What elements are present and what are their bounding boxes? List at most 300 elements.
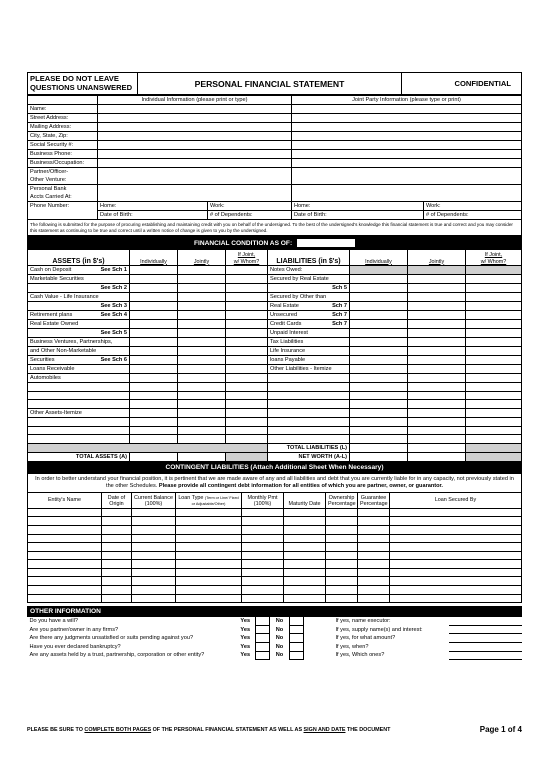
followup-field[interactable] bbox=[449, 651, 522, 660]
asset-whom-field[interactable] bbox=[226, 293, 268, 302]
ownership-field[interactable] bbox=[326, 594, 358, 603]
maturity-date-field[interactable] bbox=[284, 508, 326, 517]
asset-individual-field[interactable] bbox=[130, 329, 178, 338]
asset-individual-field[interactable] bbox=[130, 426, 178, 435]
asset-whom-field[interactable] bbox=[226, 347, 268, 356]
contingent-row bbox=[28, 594, 522, 603]
yes-checkbox[interactable] bbox=[256, 634, 270, 643]
liability-joint-field[interactable] bbox=[408, 408, 466, 417]
contingent-row bbox=[28, 534, 522, 543]
guarantee-field[interactable] bbox=[358, 551, 390, 560]
total-liabilities-individual-field[interactable] bbox=[350, 443, 408, 452]
ownership-field[interactable] bbox=[326, 508, 358, 517]
maturity-date-field[interactable] bbox=[284, 568, 326, 577]
date-origin-field[interactable] bbox=[102, 551, 132, 560]
asset-individual-field[interactable] bbox=[130, 374, 178, 383]
asset-joint-field[interactable] bbox=[178, 400, 226, 409]
asset-joint-field[interactable] bbox=[178, 417, 226, 426]
followup-field[interactable] bbox=[449, 634, 522, 643]
ownership-field[interactable] bbox=[326, 525, 358, 534]
asset-individual-field[interactable] bbox=[130, 408, 178, 417]
personal-info-table bbox=[27, 95, 522, 220]
contingent-row bbox=[28, 551, 522, 560]
individual-name-field[interactable] bbox=[98, 104, 292, 113]
individual-venture-field[interactable] bbox=[98, 167, 292, 184]
date-origin-field[interactable] bbox=[102, 594, 132, 603]
asset-whom-field[interactable] bbox=[226, 266, 268, 275]
entity-name-field[interactable] bbox=[28, 594, 102, 603]
page-number: Page 1 of 4 bbox=[479, 725, 522, 734]
asset-individual-field[interactable] bbox=[130, 347, 178, 356]
liability-joint-field[interactable] bbox=[408, 266, 466, 275]
guarantee-field[interactable] bbox=[358, 525, 390, 534]
secured-by-field[interactable] bbox=[390, 586, 522, 595]
liability-joint-field[interactable] bbox=[408, 284, 466, 293]
asset-whom-field[interactable] bbox=[226, 356, 268, 365]
liability-label: Real Estate Sch 7 bbox=[268, 302, 350, 311]
guarantee-field[interactable] bbox=[358, 586, 390, 595]
individual-home-phone-field[interactable]: Home: bbox=[98, 201, 208, 210]
asset-joint-field[interactable] bbox=[178, 320, 226, 329]
entity-name-field[interactable] bbox=[28, 551, 102, 560]
liability-joint-field[interactable] bbox=[408, 356, 466, 365]
guarantee-field[interactable] bbox=[358, 543, 390, 552]
entity-name-field[interactable] bbox=[28, 508, 102, 517]
liability-individual-field[interactable] bbox=[350, 426, 408, 435]
loan-type-field[interactable] bbox=[176, 560, 242, 569]
entity-name-field[interactable] bbox=[28, 543, 102, 552]
liability-individual-field[interactable] bbox=[350, 347, 408, 356]
liability-individual-field[interactable] bbox=[350, 320, 408, 329]
guarantee-field[interactable] bbox=[358, 534, 390, 543]
financial-row bbox=[28, 356, 522, 365]
maturity-date-field[interactable] bbox=[284, 577, 326, 586]
liability-joint-field[interactable] bbox=[408, 311, 466, 320]
asset-joint-field[interactable] bbox=[178, 302, 226, 311]
asset-whom-field[interactable] bbox=[226, 435, 268, 444]
liability-whom-field[interactable] bbox=[466, 320, 522, 329]
maturity-date-field[interactable] bbox=[284, 517, 326, 526]
date-origin-field[interactable] bbox=[102, 525, 132, 534]
entity-name-field[interactable] bbox=[28, 525, 102, 534]
col-guarantee: Guarantee Percentage bbox=[358, 492, 390, 508]
liability-joint-field[interactable] bbox=[408, 400, 466, 409]
secured-by-field[interactable] bbox=[390, 534, 522, 543]
asset-joint-field[interactable] bbox=[178, 391, 226, 400]
col-monthly-payment: Monthly Pmt (100%) bbox=[242, 492, 284, 508]
guarantee-field[interactable] bbox=[358, 594, 390, 603]
liability-whom-field[interactable] bbox=[466, 400, 522, 409]
current-balance-field[interactable] bbox=[132, 543, 176, 552]
individual-ssn-field[interactable] bbox=[98, 140, 292, 149]
maturity-date-field[interactable] bbox=[284, 586, 326, 595]
liability-individual-field[interactable] bbox=[350, 266, 408, 275]
guarantee-field[interactable] bbox=[358, 508, 390, 517]
current-balance-field[interactable] bbox=[132, 534, 176, 543]
monthly-payment-field[interactable] bbox=[242, 543, 284, 552]
current-balance-field[interactable] bbox=[132, 586, 176, 595]
maturity-date-field[interactable] bbox=[284, 551, 326, 560]
liability-individual-field[interactable] bbox=[350, 338, 408, 347]
ownership-field[interactable] bbox=[326, 517, 358, 526]
liability-joint-field[interactable] bbox=[408, 293, 466, 302]
ownership-field[interactable] bbox=[326, 577, 358, 586]
joint-info-header: Joint Party Information (please type or print) bbox=[292, 95, 522, 104]
liability-whom-field[interactable] bbox=[466, 266, 522, 275]
individual-info-header: Individual Information (please print or type) bbox=[98, 95, 292, 104]
asset-label bbox=[28, 391, 130, 400]
asset-joint-field[interactable] bbox=[178, 329, 226, 338]
joint-ssn-field[interactable] bbox=[292, 140, 522, 149]
financial-condition-date-field[interactable] bbox=[297, 239, 355, 247]
asset-individual-field[interactable] bbox=[130, 266, 178, 275]
entity-name-field[interactable] bbox=[28, 560, 102, 569]
info-label: Partner/Officer- bbox=[28, 167, 98, 176]
asset-joint-field[interactable] bbox=[178, 293, 226, 302]
asset-joint-field[interactable] bbox=[178, 365, 226, 374]
asset-label bbox=[28, 435, 130, 444]
no-label: No bbox=[275, 643, 284, 650]
secured-by-field[interactable] bbox=[390, 525, 522, 534]
asset-whom-field[interactable] bbox=[226, 365, 268, 374]
asset-joint-field[interactable] bbox=[178, 311, 226, 320]
joint-city-field[interactable] bbox=[292, 131, 522, 140]
individual-occupation-field[interactable] bbox=[98, 158, 292, 167]
asset-whom-field[interactable] bbox=[226, 391, 268, 400]
yes-checkbox[interactable] bbox=[256, 651, 270, 660]
joint-bank-field[interactable] bbox=[292, 184, 522, 201]
yes-label: Yes bbox=[240, 626, 251, 633]
liability-whom-field[interactable] bbox=[466, 275, 522, 284]
date-origin-field[interactable] bbox=[102, 517, 132, 526]
current-balance-field[interactable] bbox=[132, 577, 176, 586]
asset-individual-field[interactable] bbox=[130, 391, 178, 400]
secured-by-field[interactable] bbox=[390, 594, 522, 603]
monthly-payment-field[interactable] bbox=[242, 525, 284, 534]
liability-whom-field[interactable] bbox=[466, 408, 522, 417]
monthly-payment-field[interactable] bbox=[242, 568, 284, 577]
total-assets-joint-field[interactable] bbox=[178, 452, 226, 461]
liability-whom-field[interactable] bbox=[466, 417, 522, 426]
asset-whom-field[interactable] bbox=[226, 311, 268, 320]
joint-business-phone-field[interactable] bbox=[292, 149, 522, 158]
liability-whom-field[interactable] bbox=[466, 435, 522, 444]
asset-individual-field[interactable] bbox=[130, 356, 178, 365]
monthly-payment-field[interactable] bbox=[242, 594, 284, 603]
liability-individual-field[interactable] bbox=[350, 374, 408, 383]
liability-joint-field[interactable] bbox=[408, 365, 466, 374]
current-balance-field[interactable] bbox=[132, 568, 176, 577]
secured-by-field[interactable] bbox=[390, 517, 522, 526]
no-checkbox[interactable] bbox=[290, 625, 304, 634]
current-balance-field[interactable] bbox=[132, 508, 176, 517]
monthly-payment-field[interactable] bbox=[242, 534, 284, 543]
liab-individually-header: Individually bbox=[350, 250, 408, 266]
entity-name-field[interactable] bbox=[28, 568, 102, 577]
date-origin-field[interactable] bbox=[102, 508, 132, 517]
liability-individual-field[interactable] bbox=[350, 275, 408, 284]
liability-whom-field[interactable] bbox=[466, 329, 522, 338]
followup-field[interactable] bbox=[449, 643, 522, 652]
loan-type-field[interactable] bbox=[176, 508, 242, 517]
asset-joint-field[interactable] bbox=[178, 383, 226, 392]
guarantee-field[interactable] bbox=[358, 517, 390, 526]
no-checkbox[interactable] bbox=[290, 643, 304, 652]
liability-whom-field[interactable] bbox=[466, 365, 522, 374]
asset-joint-field[interactable] bbox=[178, 284, 226, 293]
secured-by-field[interactable] bbox=[390, 560, 522, 569]
liability-whom-field[interactable] bbox=[466, 284, 522, 293]
monthly-payment-field[interactable] bbox=[242, 508, 284, 517]
liability-individual-field[interactable] bbox=[350, 391, 408, 400]
loan-type-field[interactable] bbox=[176, 525, 242, 534]
followup-field[interactable] bbox=[449, 625, 522, 634]
total-liabilities-joint-field[interactable] bbox=[408, 443, 466, 452]
loan-type-field[interactable] bbox=[176, 551, 242, 560]
monthly-payment-field[interactable] bbox=[242, 551, 284, 560]
current-balance-field[interactable] bbox=[132, 517, 176, 526]
no-checkbox[interactable] bbox=[290, 651, 304, 660]
contingent-row bbox=[28, 517, 522, 526]
current-balance-field[interactable] bbox=[132, 560, 176, 569]
liability-joint-field[interactable] bbox=[408, 329, 466, 338]
yes-checkbox[interactable] bbox=[256, 617, 270, 626]
liability-joint-field[interactable] bbox=[408, 302, 466, 311]
asset-whom-field[interactable] bbox=[226, 426, 268, 435]
question-row bbox=[28, 634, 522, 643]
question-text: Are you partner/owner in any firms? bbox=[29, 626, 119, 633]
loan-type-field[interactable] bbox=[176, 577, 242, 586]
liability-individual-field[interactable] bbox=[350, 329, 408, 338]
joint-mailing-field[interactable] bbox=[292, 122, 522, 131]
asset-joint-field[interactable] bbox=[178, 266, 226, 275]
entity-name-field[interactable] bbox=[28, 586, 102, 595]
date-origin-field[interactable] bbox=[102, 560, 132, 569]
liability-individual-field[interactable] bbox=[350, 311, 408, 320]
date-origin-field[interactable] bbox=[102, 534, 132, 543]
date-origin-field[interactable] bbox=[102, 586, 132, 595]
loan-type-field[interactable] bbox=[176, 543, 242, 552]
maturity-date-field[interactable] bbox=[284, 543, 326, 552]
asset-whom-field[interactable] bbox=[226, 275, 268, 284]
financial-row bbox=[28, 266, 522, 275]
individual-mailing-field[interactable] bbox=[98, 122, 292, 131]
joint-dob-field[interactable]: Date of Birth: bbox=[292, 210, 424, 219]
asset-individual-field[interactable] bbox=[130, 383, 178, 392]
asset-individual-field[interactable] bbox=[130, 417, 178, 426]
contingent-row bbox=[28, 568, 522, 577]
joint-work-phone-field[interactable]: Work: bbox=[424, 201, 522, 210]
loan-type-field[interactable] bbox=[176, 534, 242, 543]
net-worth-joint-field[interactable] bbox=[408, 452, 466, 461]
asset-individual-field[interactable] bbox=[130, 275, 178, 284]
liability-whom-field[interactable] bbox=[466, 338, 522, 347]
asset-individual-field[interactable] bbox=[130, 338, 178, 347]
asset-whom-field[interactable] bbox=[226, 302, 268, 311]
liability-individual-field[interactable] bbox=[350, 293, 408, 302]
ownership-field[interactable] bbox=[326, 568, 358, 577]
liability-joint-field[interactable] bbox=[408, 374, 466, 383]
asset-individual-field[interactable] bbox=[130, 435, 178, 444]
secured-by-field[interactable] bbox=[390, 508, 522, 517]
ownership-field[interactable] bbox=[326, 551, 358, 560]
question-text: Have you ever declared bankruptcy? bbox=[29, 643, 121, 650]
secured-by-field[interactable] bbox=[390, 551, 522, 560]
liability-whom-field[interactable] bbox=[466, 311, 522, 320]
total-assets-individual-field[interactable] bbox=[130, 452, 178, 461]
asset-joint-field[interactable] bbox=[178, 347, 226, 356]
date-origin-field[interactable] bbox=[102, 577, 132, 586]
liability-whom-field[interactable] bbox=[466, 356, 522, 365]
yes-checkbox[interactable] bbox=[256, 643, 270, 652]
asset-label: Securities See Sch 6 bbox=[28, 356, 130, 365]
joint-dependents-field[interactable]: # of Dependents: bbox=[424, 210, 522, 219]
monthly-payment-field[interactable] bbox=[242, 586, 284, 595]
liability-whom-field[interactable] bbox=[466, 391, 522, 400]
no-checkbox[interactable] bbox=[290, 634, 304, 643]
yes-checkbox[interactable] bbox=[256, 625, 270, 634]
contingent-title-table bbox=[27, 462, 522, 474]
ownership-field[interactable] bbox=[326, 543, 358, 552]
liability-whom-field[interactable] bbox=[466, 374, 522, 383]
loan-type-field[interactable] bbox=[176, 586, 242, 595]
individual-street-field[interactable] bbox=[98, 113, 292, 122]
liability-label bbox=[268, 374, 350, 383]
asset-joint-field[interactable] bbox=[178, 408, 226, 417]
liability-whom-field[interactable] bbox=[466, 293, 522, 302]
liability-joint-field[interactable] bbox=[408, 320, 466, 329]
asset-whom-field[interactable] bbox=[226, 374, 268, 383]
liability-joint-field[interactable] bbox=[408, 435, 466, 444]
asset-label: Real Estate Owned bbox=[28, 320, 130, 329]
followup-field[interactable] bbox=[449, 617, 522, 626]
current-balance-field[interactable] bbox=[132, 594, 176, 603]
liability-individual-field[interactable] bbox=[350, 400, 408, 409]
asset-joint-field[interactable] bbox=[178, 426, 226, 435]
loan-type-field[interactable] bbox=[176, 594, 242, 603]
liability-whom-field[interactable] bbox=[466, 347, 522, 356]
loan-type-field[interactable] bbox=[176, 568, 242, 577]
liability-whom-field[interactable] bbox=[466, 383, 522, 392]
liability-individual-field[interactable] bbox=[350, 365, 408, 374]
asset-individual-field[interactable] bbox=[130, 311, 178, 320]
asset-individual-field[interactable] bbox=[130, 302, 178, 311]
maturity-date-field[interactable] bbox=[284, 594, 326, 603]
secured-by-field[interactable] bbox=[390, 577, 522, 586]
secured-by-field[interactable] bbox=[390, 543, 522, 552]
liability-joint-field[interactable] bbox=[408, 391, 466, 400]
entity-name-field[interactable] bbox=[28, 577, 102, 586]
individual-dependents-field[interactable]: # of Dependents: bbox=[208, 210, 292, 219]
monthly-payment-field[interactable] bbox=[242, 577, 284, 586]
asset-individual-field[interactable] bbox=[130, 293, 178, 302]
maturity-date-field[interactable] bbox=[284, 525, 326, 534]
liability-joint-field[interactable] bbox=[408, 275, 466, 284]
asset-whom-field[interactable] bbox=[226, 284, 268, 293]
no-checkbox[interactable] bbox=[290, 617, 304, 626]
asset-joint-field[interactable] bbox=[178, 356, 226, 365]
joint-street-field[interactable] bbox=[292, 113, 522, 122]
asset-individual-field[interactable] bbox=[130, 320, 178, 329]
guarantee-field[interactable] bbox=[358, 577, 390, 586]
liability-joint-field[interactable] bbox=[408, 383, 466, 392]
question-row bbox=[28, 617, 522, 626]
maturity-date-field[interactable] bbox=[284, 560, 326, 569]
asset-individual-field[interactable] bbox=[130, 400, 178, 409]
liability-individual-field[interactable] bbox=[350, 383, 408, 392]
asset-label: See Sch 3 bbox=[28, 302, 130, 311]
joint-venture-field[interactable] bbox=[292, 167, 522, 184]
date-origin-field[interactable] bbox=[102, 543, 132, 552]
asset-whom-field[interactable] bbox=[226, 329, 268, 338]
asset-individual-field[interactable] bbox=[130, 284, 178, 293]
loan-type-field[interactable] bbox=[176, 517, 242, 526]
asset-whom-field[interactable] bbox=[226, 320, 268, 329]
asset-joint-field[interactable] bbox=[178, 435, 226, 444]
guarantee-field[interactable] bbox=[358, 568, 390, 577]
individual-business-phone-field[interactable] bbox=[98, 149, 292, 158]
asset-whom-field[interactable] bbox=[226, 408, 268, 417]
secured-by-field[interactable] bbox=[390, 568, 522, 577]
asset-joint-field[interactable] bbox=[178, 374, 226, 383]
joint-home-phone-field[interactable]: Home: bbox=[292, 201, 424, 210]
date-origin-field[interactable] bbox=[102, 568, 132, 577]
joint-occupation-field[interactable] bbox=[292, 158, 522, 167]
ownership-field[interactable] bbox=[326, 586, 358, 595]
entity-name-field[interactable] bbox=[28, 534, 102, 543]
liability-joint-field[interactable] bbox=[408, 426, 466, 435]
ownership-field[interactable] bbox=[326, 560, 358, 569]
asset-whom-field[interactable] bbox=[226, 383, 268, 392]
joint-name-field[interactable] bbox=[292, 104, 522, 113]
asset-joint-field[interactable] bbox=[178, 338, 226, 347]
liability-individual-field[interactable] bbox=[350, 302, 408, 311]
asset-whom-field[interactable] bbox=[226, 338, 268, 347]
liability-individual-field[interactable] bbox=[350, 356, 408, 365]
liability-individual-field[interactable] bbox=[350, 435, 408, 444]
info-label: Mailing Address: bbox=[28, 122, 98, 131]
liability-individual-field[interactable] bbox=[350, 284, 408, 293]
individual-dob-field[interactable]: Date of Birth: bbox=[98, 210, 208, 219]
financial-row bbox=[28, 284, 522, 293]
net-worth-individual-field[interactable] bbox=[350, 452, 408, 461]
liability-joint-field[interactable] bbox=[408, 417, 466, 426]
asset-individual-field[interactable] bbox=[130, 365, 178, 374]
individual-work-phone-field[interactable]: Work: bbox=[208, 201, 292, 210]
asset-whom-field[interactable] bbox=[226, 417, 268, 426]
maturity-date-field[interactable] bbox=[284, 534, 326, 543]
liability-whom-field[interactable] bbox=[466, 426, 522, 435]
entity-name-field[interactable] bbox=[28, 517, 102, 526]
current-balance-field[interactable] bbox=[132, 525, 176, 534]
liability-individual-field[interactable] bbox=[350, 408, 408, 417]
individual-bank-field[interactable] bbox=[98, 184, 292, 201]
liability-individual-field[interactable] bbox=[350, 417, 408, 426]
current-balance-field[interactable] bbox=[132, 551, 176, 560]
ownership-field[interactable] bbox=[326, 534, 358, 543]
guarantee-field[interactable] bbox=[358, 560, 390, 569]
liability-joint-field[interactable] bbox=[408, 338, 466, 347]
monthly-payment-field[interactable] bbox=[242, 517, 284, 526]
asset-whom-field[interactable] bbox=[226, 400, 268, 409]
monthly-payment-field[interactable] bbox=[242, 560, 284, 569]
individual-city-field[interactable] bbox=[98, 131, 292, 140]
yes-label: Yes bbox=[240, 643, 251, 650]
liabilities-header: LIABILITIES (in $'s) bbox=[268, 250, 350, 266]
asset-joint-field[interactable] bbox=[178, 275, 226, 284]
liability-joint-field[interactable] bbox=[408, 347, 466, 356]
liability-whom-field[interactable] bbox=[466, 302, 522, 311]
